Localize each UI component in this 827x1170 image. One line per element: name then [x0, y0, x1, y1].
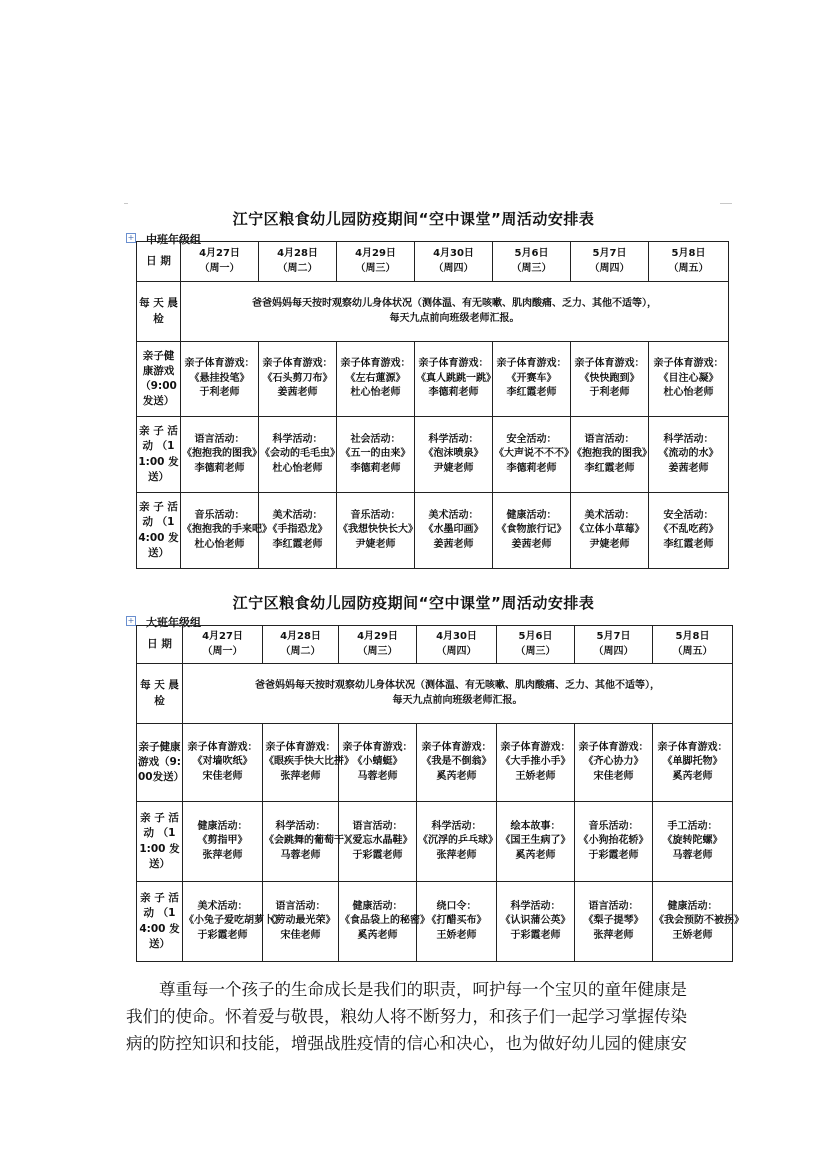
grade-group-label: 中班年级组 [146, 233, 201, 246]
grade-group-label: 大班年级组 [146, 616, 201, 629]
activity-cell: 亲子体育游戏： 《单脚托物》 奚芮老师 [653, 724, 733, 802]
activity-cell: 手工活动： 《旋转陀螺》 马蓉老师 [653, 802, 733, 882]
schedule-table [136, 625, 744, 962]
activity-cell: 亲子体育游戏： 《快快跑到》 于利老师 [571, 342, 649, 417]
date-cell: 4月29日 （周三） [337, 242, 415, 282]
date-cell: 4月28日 （周二） [259, 242, 337, 282]
date-cell: 5月8日 （周五） [653, 626, 733, 664]
paragraph-line: 病的防控知识和技能，增强战胜疫情的信心和决心，也为做好幼儿园的健康安 [126, 1034, 687, 1053]
paragraph-line: 我们的使命。怀着爱与敬畏，粮幼人将不断努力，和孩子们一起学习掌握传染 [126, 1007, 687, 1026]
activity-cell: 安全活动： 《不乱吃药》 李红霞老师 [649, 493, 729, 569]
morning-check-label: 每 天 晨 检 [137, 664, 183, 724]
activity-row [137, 493, 729, 569]
date-cell: 4月27日 （周一） [181, 242, 259, 282]
activity-cell: 亲子体育游戏： 《齐心协力》 宋佳老师 [575, 724, 653, 802]
morning-check-row [137, 664, 733, 724]
activity-cell: 科学活动： 《泡沫喷泉》 尹婕老师 [415, 417, 493, 493]
activity-cell: 语言活动： 《抱抱我的图我》 李德莉老师 [181, 417, 259, 493]
activity-cell: 亲子体育游戏： 《小蜻蜓》 马蓉老师 [339, 724, 417, 802]
table-move-handle-icon[interactable]: + [127, 233, 135, 242]
date-cell: 4月29日 （周三） [339, 626, 417, 664]
activity-cell: 亲子体育游戏： 《目注心凝》 杜心怡老师 [649, 342, 729, 417]
activity-cell: 语言活动： 《抱抱我的图我》 李红霞老师 [571, 417, 649, 493]
closing-paragraph [126, 976, 701, 1057]
activity-row [137, 882, 733, 962]
activity-cell: 语言活动： 《劳动最光荣》 宋佳老师 [263, 882, 339, 962]
activity-row [137, 342, 729, 417]
row-label: 亲子健康游戏（9:00发送） [137, 342, 181, 417]
row-label: 亲 子 活 动 （14:00 发送） [137, 493, 181, 569]
date-cell: 4月30日 （周四） [415, 242, 493, 282]
activity-cell: 亲子体育游戏： 《开赛车》 李红霞老师 [493, 342, 571, 417]
activity-row [137, 417, 729, 493]
date-header-label: 日 期 [137, 242, 181, 282]
row-label: 亲 子 活 动 （11:00 发送） [137, 417, 181, 493]
activity-cell: 美术活动： 《立体小草莓》 尹婕老师 [571, 493, 649, 569]
activity-cell: 健康活动： 《食品袋上的秘密》 奚芮老师 [339, 882, 417, 962]
activity-cell: 亲子体育游戏： 《对墙吹纸》 宋佳老师 [183, 724, 263, 802]
table-title: 江宁区粮食幼儿园防疫期间“空中课堂”周活动安排表 [232, 594, 595, 612]
date-cell: 4月28日 （周二） [263, 626, 339, 664]
date-cell: 4月27日 （周一） [183, 626, 263, 664]
activity-row [137, 724, 733, 802]
date-cell: 4月30日 （周四） [417, 626, 497, 664]
morning-check-text: 爸爸妈妈每天按时观察幼儿身体状况（测体温、有无咳嗽、肌肉酸痛、乏力、其他不适等）， 每天九点前向班级老师汇报。 [183, 664, 733, 724]
morning-check-text: 爸爸妈妈每天按时观察幼儿身体状况（测体温、有无咳嗽、肌肉酸痛、乏力、其他不适等）， 每天九点前向班级老师汇报。 [181, 282, 729, 342]
table-title: 江宁区粮食幼儿园防疫期间“空中课堂”周活动安排表 [232, 210, 595, 228]
activity-cell: 亲子体育游戏： 《悬挂投笔》 于利老师 [181, 342, 259, 417]
activity-cell: 科学活动： 《沉浮的乒乓球》 张萍老师 [417, 802, 497, 882]
date-cell: 5月6日 （周三） [493, 242, 571, 282]
activity-cell: 美术活动： 《水墨印画》 姜茜老师 [415, 493, 493, 569]
activity-row [137, 802, 733, 882]
activity-cell: 亲子体育游戏： 《左右蓮源》 杜心怡老师 [337, 342, 415, 417]
activity-cell: 美术活动： 《小兔子爱吃胡萝卜》 于彩霞老师 [183, 882, 263, 962]
activity-cell: 安全活动： 《大声说不不不》 李德莉老师 [493, 417, 571, 493]
activity-cell: 亲子体育游戏： 《大手推小手》 王娇老师 [497, 724, 575, 802]
activity-cell: 绕口令： 《打醋买布》 王娇老师 [417, 882, 497, 962]
date-cell: 5月8日 （周五） [649, 242, 729, 282]
activity-cell: 音乐活动： 《抱抱我的手来吧》 杜心怡老师 [181, 493, 259, 569]
morning-check-label: 每 天 晨 检 [137, 282, 181, 342]
paragraph-line: 尊重每一个孩子的生命成长是我们的职责，呵护每一个宝贝的童年健康是 [159, 980, 687, 999]
date-header-label: 日 期 [137, 626, 183, 664]
activity-cell: 健康活动： 《食物旅行记》 姜茜老师 [493, 493, 571, 569]
activity-cell: 科学活动： 《认识蒲公英》 于彩霞老师 [497, 882, 575, 962]
activity-cell: 美术活动： 《手指恐龙》 李红霞老师 [259, 493, 337, 569]
activity-cell: 健康活动： 《我会预防不被拐》 王娇老师 [653, 882, 733, 962]
activity-cell: 语言活动： 《梨子提琴》 张萍老师 [575, 882, 653, 962]
activity-cell: 音乐活动： 《我想快快长大》 尹婕老师 [337, 493, 415, 569]
activity-cell: 科学活动： 《会动的毛毛虫》 杜心怡老师 [259, 417, 337, 493]
row-label: 亲 子 活 动 （11:00 发送） [137, 802, 183, 882]
activity-cell: 绘本故事： 《国王生病了》 奚芮老师 [497, 802, 575, 882]
activity-cell: 亲子体育游戏： 《真人跳跳一跳》 李德莉老师 [415, 342, 493, 417]
date-cell: 5月7日 （周四） [571, 242, 649, 282]
activity-cell: 亲子体育游戏： 《我是不倒翁》 奚芮老师 [417, 724, 497, 802]
activity-cell: 科学活动： 《流动的水》 姜茜老师 [649, 417, 729, 493]
date-cell: 5月6日 （周三） [497, 626, 575, 664]
morning-check-row [137, 282, 729, 342]
activity-cell: 亲子体育游戏： 《石头剪刀布》 姜茜老师 [259, 342, 337, 417]
table-move-handle-icon[interactable]: + [127, 616, 135, 625]
activity-cell: 社会活动： 《五一的由来》 李德莉老师 [337, 417, 415, 493]
date-cell: 5月7日 （周四） [575, 626, 653, 664]
activity-cell: 亲子体育游戏： 《眼疾手快大比拼》 张萍老师 [263, 724, 339, 802]
schedule-table [136, 241, 729, 569]
activity-cell: 音乐活动： 《小狗抬花轿》 于彩霞老师 [575, 802, 653, 882]
activity-cell: 健康活动： 《剪指甲》 张萍老师 [183, 802, 263, 882]
activity-cell: 科学活动： 《会跳舞的葡萄干》 马蓉老师 [263, 802, 339, 882]
row-label: 亲子健康游戏（9:00发送） [137, 724, 183, 802]
date-header-row [137, 242, 729, 282]
activity-cell: 语言活动： 《爱忘水晶鞋》 于彩霞老师 [339, 802, 417, 882]
row-label: 亲 子 活 动 （14:00 发送） [137, 882, 183, 962]
date-header-row [137, 626, 733, 664]
